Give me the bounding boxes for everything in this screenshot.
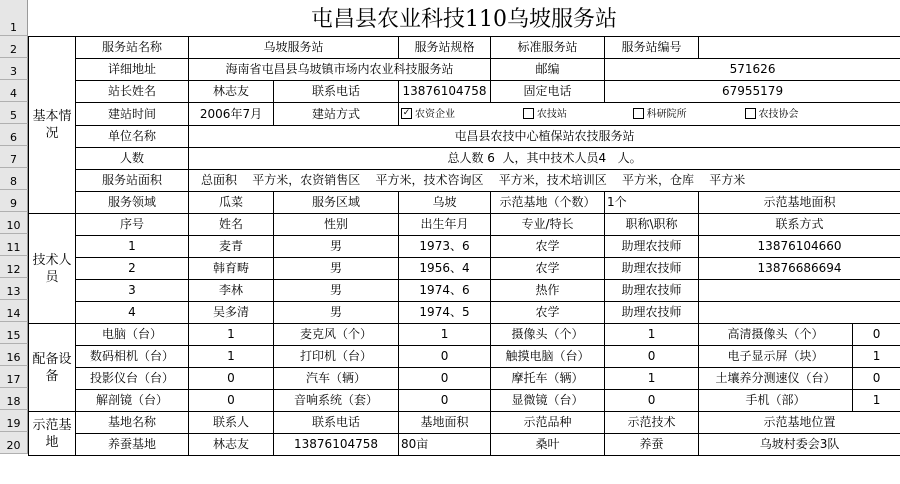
cell[interactable]: 67955179 — [605, 81, 900, 103]
column-header[interactable]: 示范基地位置 — [699, 412, 900, 434]
row-header[interactable]: 8 — [0, 168, 28, 190]
cell[interactable]: 示范基地（个数） — [491, 192, 605, 214]
cell[interactable]: 投影仪台（台） — [76, 368, 189, 390]
cell[interactable]: 0 — [853, 368, 900, 390]
cell[interactable] — [699, 37, 900, 59]
cell[interactable]: 助理农技师 — [605, 302, 699, 324]
cell[interactable]: 摩托车（辆） — [491, 368, 605, 390]
cell[interactable]: 助理农技师 — [605, 280, 699, 302]
table-row — [29, 170, 900, 192]
cell[interactable]: 男 — [274, 280, 399, 302]
option-research-institute[interactable]: 科研院所 — [633, 104, 687, 125]
cell[interactable]: 1 — [189, 346, 274, 368]
cell[interactable]: 0 — [399, 346, 491, 368]
table-row — [29, 192, 900, 214]
column-header[interactable]: 姓名 — [189, 214, 274, 236]
cell[interactable]: 80亩 — [399, 434, 491, 456]
cell[interactable]: 标准服务站 — [491, 37, 605, 59]
row-header[interactable]: 2 — [0, 36, 28, 58]
row-header[interactable]: 16 — [0, 344, 28, 366]
row-header[interactable]: 18 — [0, 388, 28, 410]
cell[interactable]: 音响系统（套） — [274, 390, 399, 412]
column-header[interactable]: 序号 — [76, 214, 189, 236]
station-table — [28, 36, 900, 456]
table-row — [29, 236, 900, 258]
table-row — [29, 103, 900, 126]
table-row — [29, 346, 900, 368]
cell[interactable]: 人数 — [76, 148, 189, 170]
cell[interactable]: 0 — [399, 390, 491, 412]
cell[interactable]: 汽车（辆） — [274, 368, 399, 390]
cell[interactable]: 热作 — [491, 280, 605, 302]
cell[interactable]: 站长姓名 — [76, 81, 189, 103]
cell[interactable]: 吴多清 — [189, 302, 274, 324]
cell[interactable]: 0 — [605, 390, 699, 412]
cell[interactable]: 1 — [399, 324, 491, 346]
row-header[interactable]: 15 — [0, 322, 28, 344]
cell[interactable]: 桑叶 — [491, 434, 605, 456]
cell[interactable]: 摄像头（个） — [491, 324, 605, 346]
row-header[interactable]: 20 — [0, 432, 28, 454]
option-agri-association[interactable]: 农技协会 — [745, 104, 799, 125]
table-row — [29, 302, 900, 324]
cell[interactable]: 3 — [76, 280, 189, 302]
cell[interactable]: 显微镜（台） — [491, 390, 605, 412]
cell[interactable]: 建站时间 — [76, 103, 189, 126]
cell[interactable]: 助理农技师 — [605, 258, 699, 280]
cell[interactable]: 服务站名称 — [76, 37, 189, 59]
cell[interactable]: 海南省屯昌县乌坡镇市场内农业科技服务站 — [189, 59, 491, 81]
cell[interactable]: 1974、5 — [399, 302, 491, 324]
table-row — [29, 434, 900, 456]
table-row — [29, 258, 900, 280]
cell[interactable]: 电子显示屏（块） — [699, 346, 853, 368]
cell[interactable]: 数码相机（台） — [76, 346, 189, 368]
cell[interactable]: 土壤养分测速仪（台） — [699, 368, 853, 390]
column-header[interactable]: 基地面积 — [399, 412, 491, 434]
cell[interactable] — [699, 280, 900, 302]
cell[interactable]: 1个 — [605, 192, 699, 214]
column-header[interactable]: 出生年月 — [399, 214, 491, 236]
cell[interactable]: 2006年7月 — [189, 103, 274, 126]
column-header[interactable]: 联系电话 — [274, 412, 399, 434]
table-row — [29, 59, 900, 81]
section-demo: 示范基地 — [29, 412, 76, 456]
cell[interactable]: 示范基地面积 — [699, 192, 900, 214]
option-agri-company[interactable]: ✓ 农资企业 — [402, 107, 456, 120]
cell[interactable]: 林志友 — [189, 434, 274, 456]
cell[interactable]: 1 — [189, 324, 274, 346]
cell[interactable]: 1 — [605, 368, 699, 390]
table-row — [29, 148, 900, 170]
row-header[interactable]: 13 — [0, 278, 28, 300]
table-row — [29, 280, 900, 302]
cell[interactable]: 养蚕 — [605, 434, 699, 456]
section-equip: 配备设备 — [29, 324, 76, 412]
table-row — [29, 37, 900, 59]
row-header[interactable]: 14 — [0, 300, 28, 322]
cell[interactable]: 麦青 — [189, 236, 274, 258]
cell[interactable]: 联系电话 — [274, 81, 399, 103]
cell[interactable]: 李林 — [189, 280, 274, 302]
cell[interactable]: 养蚕基地 — [76, 434, 189, 456]
row-header[interactable]: 4 — [0, 80, 28, 102]
row-header[interactable]: 19 — [0, 410, 28, 432]
cell[interactable]: 高清摄像头（个） — [699, 324, 853, 346]
cell[interactable]: 解剖镜（台） — [76, 390, 189, 412]
cell[interactable]: 建站方式 — [274, 103, 399, 126]
cell[interactable]: 13876104660 — [699, 236, 900, 258]
checkbox-icon[interactable] — [523, 108, 534, 119]
cell[interactable]: 邮编 — [491, 59, 605, 81]
cell[interactable]: 0 — [399, 368, 491, 390]
checkbox-icon[interactable] — [633, 108, 644, 119]
cell[interactable]: 男 — [274, 236, 399, 258]
section-tech: 技术人员 — [29, 214, 76, 324]
cell[interactable]: 0 — [853, 324, 900, 346]
column-header[interactable]: 示范品种 — [491, 412, 605, 434]
column-header[interactable]: 专业/特长 — [491, 214, 605, 236]
column-header[interactable]: 示范技术 — [605, 412, 699, 434]
table-row — [29, 412, 900, 434]
row-header[interactable]: 12 — [0, 256, 28, 278]
cell[interactable]: 单位名称 — [76, 126, 189, 148]
column-header[interactable]: 基地名称 — [76, 412, 189, 434]
row-header[interactable]: 6 — [0, 124, 28, 146]
column-header[interactable]: 性别 — [274, 214, 399, 236]
cell[interactable]: 乌坡服务站 — [189, 37, 399, 59]
cell[interactable]: 服务站规格 — [399, 37, 491, 59]
cell[interactable]: 0 — [605, 346, 699, 368]
cell[interactable] — [699, 302, 900, 324]
cell[interactable]: 韩育畴 — [189, 258, 274, 280]
section-basic: 基本情况 — [29, 37, 76, 214]
row-header[interactable]: 5 — [0, 102, 28, 124]
cell[interactable]: 1974、6 — [399, 280, 491, 302]
cell[interactable]: 农学 — [491, 236, 605, 258]
cell[interactable]: 屯昌县农技中心植保站农技服务站 — [189, 126, 900, 148]
cell[interactable]: 农学 — [491, 258, 605, 280]
row-header[interactable]: 10 — [0, 212, 28, 234]
cell[interactable]: 手机（部） — [699, 390, 853, 412]
cell[interactable]: 电脑（台） — [76, 324, 189, 346]
column-header[interactable]: 联系人 — [189, 412, 274, 434]
table-row — [29, 324, 900, 346]
table-row — [29, 368, 900, 390]
cell[interactable]: 0 — [189, 368, 274, 390]
row-header[interactable]: 17 — [0, 366, 28, 388]
row-header[interactable]: 9 — [0, 190, 28, 212]
row-header[interactable]: 11 — [0, 234, 28, 256]
table-row — [29, 126, 900, 148]
cell[interactable]: 服务领域 — [76, 192, 189, 214]
table-row — [29, 214, 900, 236]
cell[interactable]: 2 — [76, 258, 189, 280]
cell[interactable]: 助理农技师 — [605, 236, 699, 258]
checkbox-icon[interactable]: ✓ — [402, 107, 411, 118]
cell[interactable]: 男 — [274, 258, 399, 280]
cell[interactable]: 触摸电脑（台） — [491, 346, 605, 368]
column-header[interactable]: 联系方式 — [699, 214, 900, 236]
cell[interactable]: 乌坡 — [399, 192, 491, 214]
cell[interactable]: 总人数 6 人，其中技术人员4 人。 — [189, 148, 900, 170]
cell[interactable]: 13876104758 — [274, 434, 399, 456]
option-agri-station[interactable]: 农技站 — [523, 104, 567, 125]
cell[interactable]: 1 — [853, 390, 900, 412]
cell[interactable]: 1 — [76, 236, 189, 258]
row-header[interactable]: 1 — [0, 0, 28, 36]
cell[interactable]: 男 — [274, 302, 399, 324]
cell[interactable]: 林志友 — [189, 81, 274, 103]
cell[interactable]: 1 — [605, 324, 699, 346]
cell[interactable]: 服务站编号 — [605, 37, 699, 59]
row-header[interactable]: 3 — [0, 58, 28, 80]
build-mode-options — [399, 103, 900, 126]
cell[interactable]: 固定电话 — [491, 81, 605, 103]
table-row — [29, 81, 900, 103]
cell[interactable]: 1956、4 — [399, 258, 491, 280]
table-row — [29, 390, 900, 412]
cell[interactable]: 详细地址 — [76, 59, 189, 81]
cell[interactable]: 服务站面积 — [76, 170, 189, 192]
cell[interactable]: 服务区域 — [274, 192, 399, 214]
cell[interactable]: 4 — [76, 302, 189, 324]
cell[interactable]: 13876104758 — [399, 81, 491, 103]
column-header[interactable]: 职称\职称 — [605, 214, 699, 236]
cell[interactable]: 乌坡村委会3队 — [699, 434, 900, 456]
checkbox-icon[interactable] — [745, 108, 756, 119]
cell[interactable]: 总面积 平方米，农资销售区 平方米，技术咨询区 平方米，技术培训区 平方米，仓库 平方米 — [189, 170, 900, 192]
cell[interactable]: 1973、6 — [399, 236, 491, 258]
cell[interactable]: 571626 — [605, 59, 900, 81]
cell[interactable]: 1 — [853, 346, 900, 368]
cell[interactable]: 0 — [189, 390, 274, 412]
row-header[interactable]: 7 — [0, 146, 28, 168]
cell[interactable]: 麦克风（个） — [274, 324, 399, 346]
cell[interactable]: 瓜菜 — [189, 192, 274, 214]
cell[interactable]: 13876686694 — [699, 258, 900, 280]
cell[interactable]: 打印机（台） — [274, 346, 399, 368]
page-title: 屯昌县农业科技110乌坡服务站 — [311, 7, 617, 32]
cell[interactable]: 农学 — [491, 302, 605, 324]
